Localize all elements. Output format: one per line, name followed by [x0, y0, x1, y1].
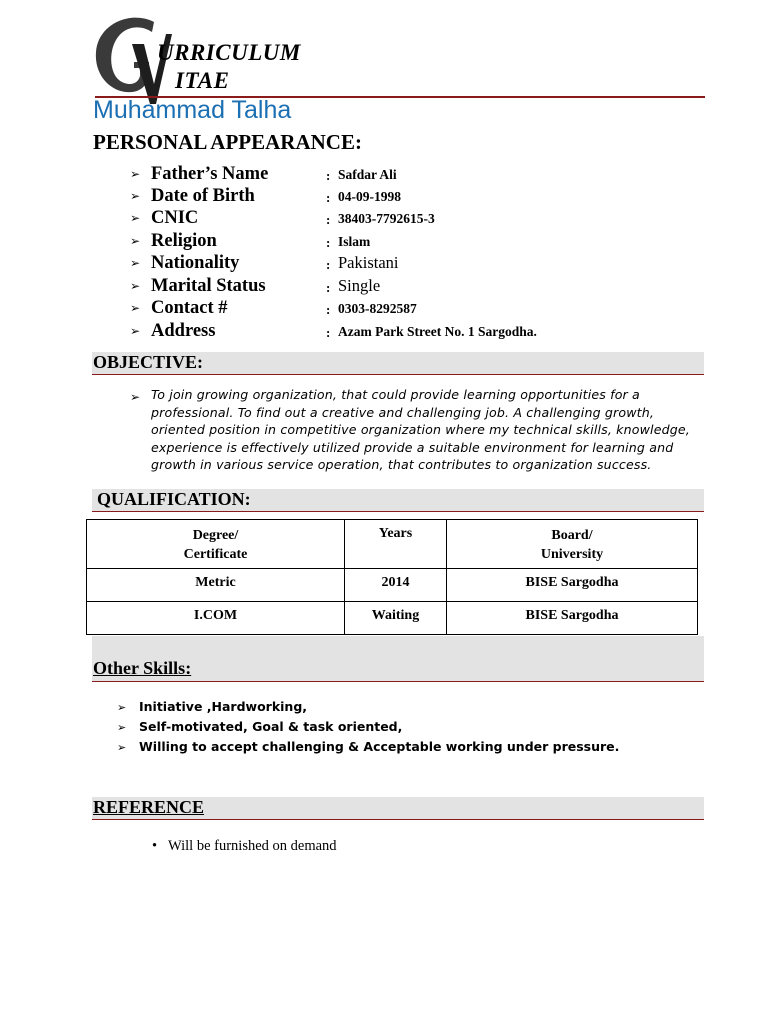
- arrow-bullet-icon: ➢: [130, 167, 141, 181]
- table-cell: Waiting: [345, 602, 447, 635]
- list-item: [117, 739, 619, 754]
- field-colon: :: [326, 325, 331, 340]
- field-label: Nationality: [151, 253, 240, 273]
- reference-header-bar: [92, 797, 704, 820]
- skills-header-bar: [92, 636, 704, 682]
- field-value: Islam: [338, 234, 371, 249]
- field-value: 0303-8292587: [338, 301, 417, 316]
- header-board-line2: University: [540, 547, 604, 562]
- field-value: Azam Park Street No. 1 Sargodha.: [338, 324, 537, 339]
- field-colon: :: [326, 302, 331, 317]
- table-header-row: [87, 520, 698, 569]
- table-cell: I.COM: [87, 602, 345, 635]
- header-board-line1: Board/: [551, 528, 593, 543]
- field-label: Contact #: [151, 298, 228, 318]
- list-item: [130, 164, 730, 186]
- field-label: CNIC: [151, 208, 199, 228]
- bullet-dot-icon: •: [152, 838, 158, 854]
- list-item: [130, 231, 730, 253]
- table-cell: 2014: [345, 569, 447, 602]
- field-label: Father’s Name: [151, 164, 269, 184]
- skill-text: Self-motivated, Goal & task oriented,: [139, 719, 403, 734]
- field-value: Safdar Ali: [338, 167, 397, 182]
- list-item: [152, 838, 337, 855]
- header-degree-line1: Degree/: [192, 528, 239, 543]
- field-label: Date of Birth: [151, 186, 255, 206]
- list-item: [130, 321, 730, 343]
- arrow-bullet-icon: ➢: [130, 279, 141, 293]
- field-value: Single: [338, 276, 381, 295]
- list-item: [117, 719, 402, 734]
- field-label: Religion: [151, 231, 217, 251]
- table-row: [87, 569, 698, 602]
- arrow-bullet-icon: ➢: [130, 390, 141, 404]
- header-years: Years: [345, 520, 447, 569]
- header-board: [447, 520, 698, 569]
- arrow-bullet-icon: ➢: [130, 189, 141, 203]
- list-item: [130, 253, 730, 275]
- qualification-header-bar: [92, 489, 704, 512]
- header-degree-line2: Certificate: [183, 547, 248, 562]
- header-degree: [87, 520, 345, 569]
- skills-section-title: Other Skills:: [93, 658, 192, 678]
- field-label: Address: [151, 321, 216, 341]
- table-row: [87, 602, 698, 635]
- list-item: [117, 699, 307, 714]
- arrow-bullet-icon: ➢: [130, 234, 141, 248]
- reference-text: Will be furnished on demand: [168, 838, 337, 854]
- field-label: Marital Status: [151, 276, 266, 296]
- arrow-bullet-icon: ➢: [130, 301, 141, 315]
- personal-section-title: PERSONAL APPEARANCE:: [93, 130, 362, 154]
- skill-text: Willing to accept challenging & Acceptable working under pressure.: [139, 739, 620, 754]
- qualification-section-title: QUALIFICATION:: [97, 489, 251, 509]
- reference-section-title: REFERENCE: [93, 797, 205, 817]
- arrow-bullet-icon: ➢: [117, 721, 127, 734]
- field-colon: :: [326, 257, 331, 272]
- list-item: [130, 298, 730, 320]
- arrow-bullet-icon: ➢: [130, 211, 141, 225]
- list-item: [130, 186, 730, 208]
- arrow-bullet-icon: ➢: [117, 741, 127, 754]
- arrow-bullet-icon: ➢: [130, 256, 141, 270]
- field-colon: :: [326, 235, 331, 250]
- field-value: 38403-7792615-3: [338, 211, 435, 226]
- objective-text: To join growing organization, that could provide learning opportunities for a professional. To find out a creative and challenging job. A challenging growth, oriented position in competitive organization where my technical skills, knowledge, experience is effectively utilized provide a suitable environment for learning and growth in various service operation, that contributes to organization success.: [151, 387, 690, 472]
- cv-title-line2: ITAE: [175, 68, 230, 93]
- field-colon: :: [326, 280, 331, 295]
- arrow-bullet-icon: ➢: [130, 324, 141, 338]
- field-value: Pakistani: [338, 253, 399, 272]
- field-colon: :: [326, 212, 331, 227]
- arrow-bullet-icon: ➢: [117, 701, 127, 714]
- table-cell: BISE Sargodha: [447, 602, 698, 635]
- field-colon: :: [326, 190, 331, 205]
- field-value: 04-09-1998: [338, 189, 401, 204]
- list-item: [130, 276, 730, 298]
- list-item: [130, 208, 730, 230]
- qualification-table: [86, 519, 698, 635]
- skill-text: Initiative ,Hardworking,: [139, 699, 308, 714]
- objective-header-bar: [92, 352, 704, 375]
- table-cell: BISE Sargodha: [447, 569, 698, 602]
- candidate-name: Muhammad Talha: [93, 96, 292, 124]
- table-cell: Metric: [87, 569, 345, 602]
- cv-title-line1: URRICULUM: [157, 40, 301, 65]
- objective-section-title: OBJECTIVE:: [93, 352, 204, 372]
- field-colon: :: [326, 168, 331, 183]
